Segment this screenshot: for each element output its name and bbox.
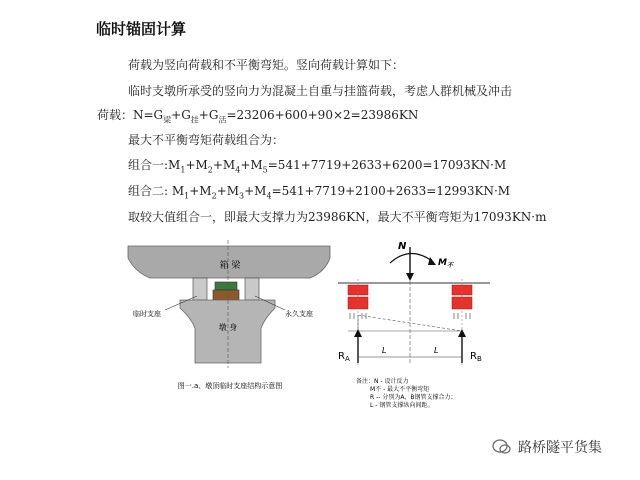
note-line-4: L - 钢管支撑纵向间距。 bbox=[370, 402, 434, 409]
chat-icon bbox=[492, 437, 512, 457]
moment-arc bbox=[390, 253, 432, 263]
temporary-support-label: 临时支座 bbox=[133, 310, 161, 318]
rb-label: $R_B$ bbox=[470, 351, 482, 363]
girder-label: 箱 梁 bbox=[219, 261, 241, 271]
n-label: N bbox=[398, 241, 407, 252]
permanent-bearing-base bbox=[213, 290, 239, 300]
force-diagram bbox=[330, 235, 510, 410]
paragraph-conclusion: 取较大值组合一，即最大支撑力为23986KN，最大不平衡弯矩为17093KN·m bbox=[128, 210, 547, 224]
formula-combo-2: 组合二: $M_1+M_2+M_3+M_4=541+7719+2100+2633=12993KN\cdot M$ bbox=[128, 184, 511, 201]
paragraph-load-types: 荷载为竖向荷载和不平衡弯矩。竖向荷载计算如下： bbox=[128, 58, 405, 72]
note-line-1: 备注：N - 设计反力 bbox=[356, 378, 409, 385]
figure1-caption: 图一.a、墩顶临时支座结构示意图 bbox=[177, 382, 283, 390]
watermark bbox=[492, 437, 602, 457]
dimension-l-left: L bbox=[382, 346, 387, 355]
note-line-3: R -- 分别为A、B钢管支撑合力； bbox=[370, 394, 457, 401]
formula-total-load: 荷载：$N=G_梁+G_挂+G_活=23206+600+90\times 2=23986KN$ bbox=[97, 108, 419, 125]
formula-combo-1: 组合一$:M_1+M_2+M_4+M_5=541+7719+2633+6200=17093KN\cdot M$ bbox=[128, 158, 507, 175]
support-a-top bbox=[348, 285, 368, 295]
ra-label: $R_A$ bbox=[338, 351, 350, 363]
section-title: 临时锚固计算 bbox=[96, 20, 187, 38]
paragraph-moment-combo-intro: 最大不平衡弯矩荷载组合为： bbox=[128, 133, 285, 147]
note-line-2: M不 - 最大不平衡弯矩 bbox=[370, 386, 430, 393]
permanent-bearing-top bbox=[215, 282, 237, 290]
watermark-text: 路桥隧平货集 bbox=[518, 440, 602, 456]
dimension-l-right: L bbox=[434, 346, 439, 355]
paragraph-vertical-force: 临时支墩所承受的竖向力为混凝土自重与挂篮荷载，考虑人群机械及冲击 bbox=[128, 84, 513, 98]
pier-support-diagram bbox=[125, 238, 335, 398]
pier-label: 墩 身 bbox=[218, 323, 238, 332]
m-label: $M_不$ bbox=[438, 258, 453, 269]
permanent-support-label: 永久支座 bbox=[285, 310, 313, 318]
support-b-top bbox=[452, 285, 472, 295]
